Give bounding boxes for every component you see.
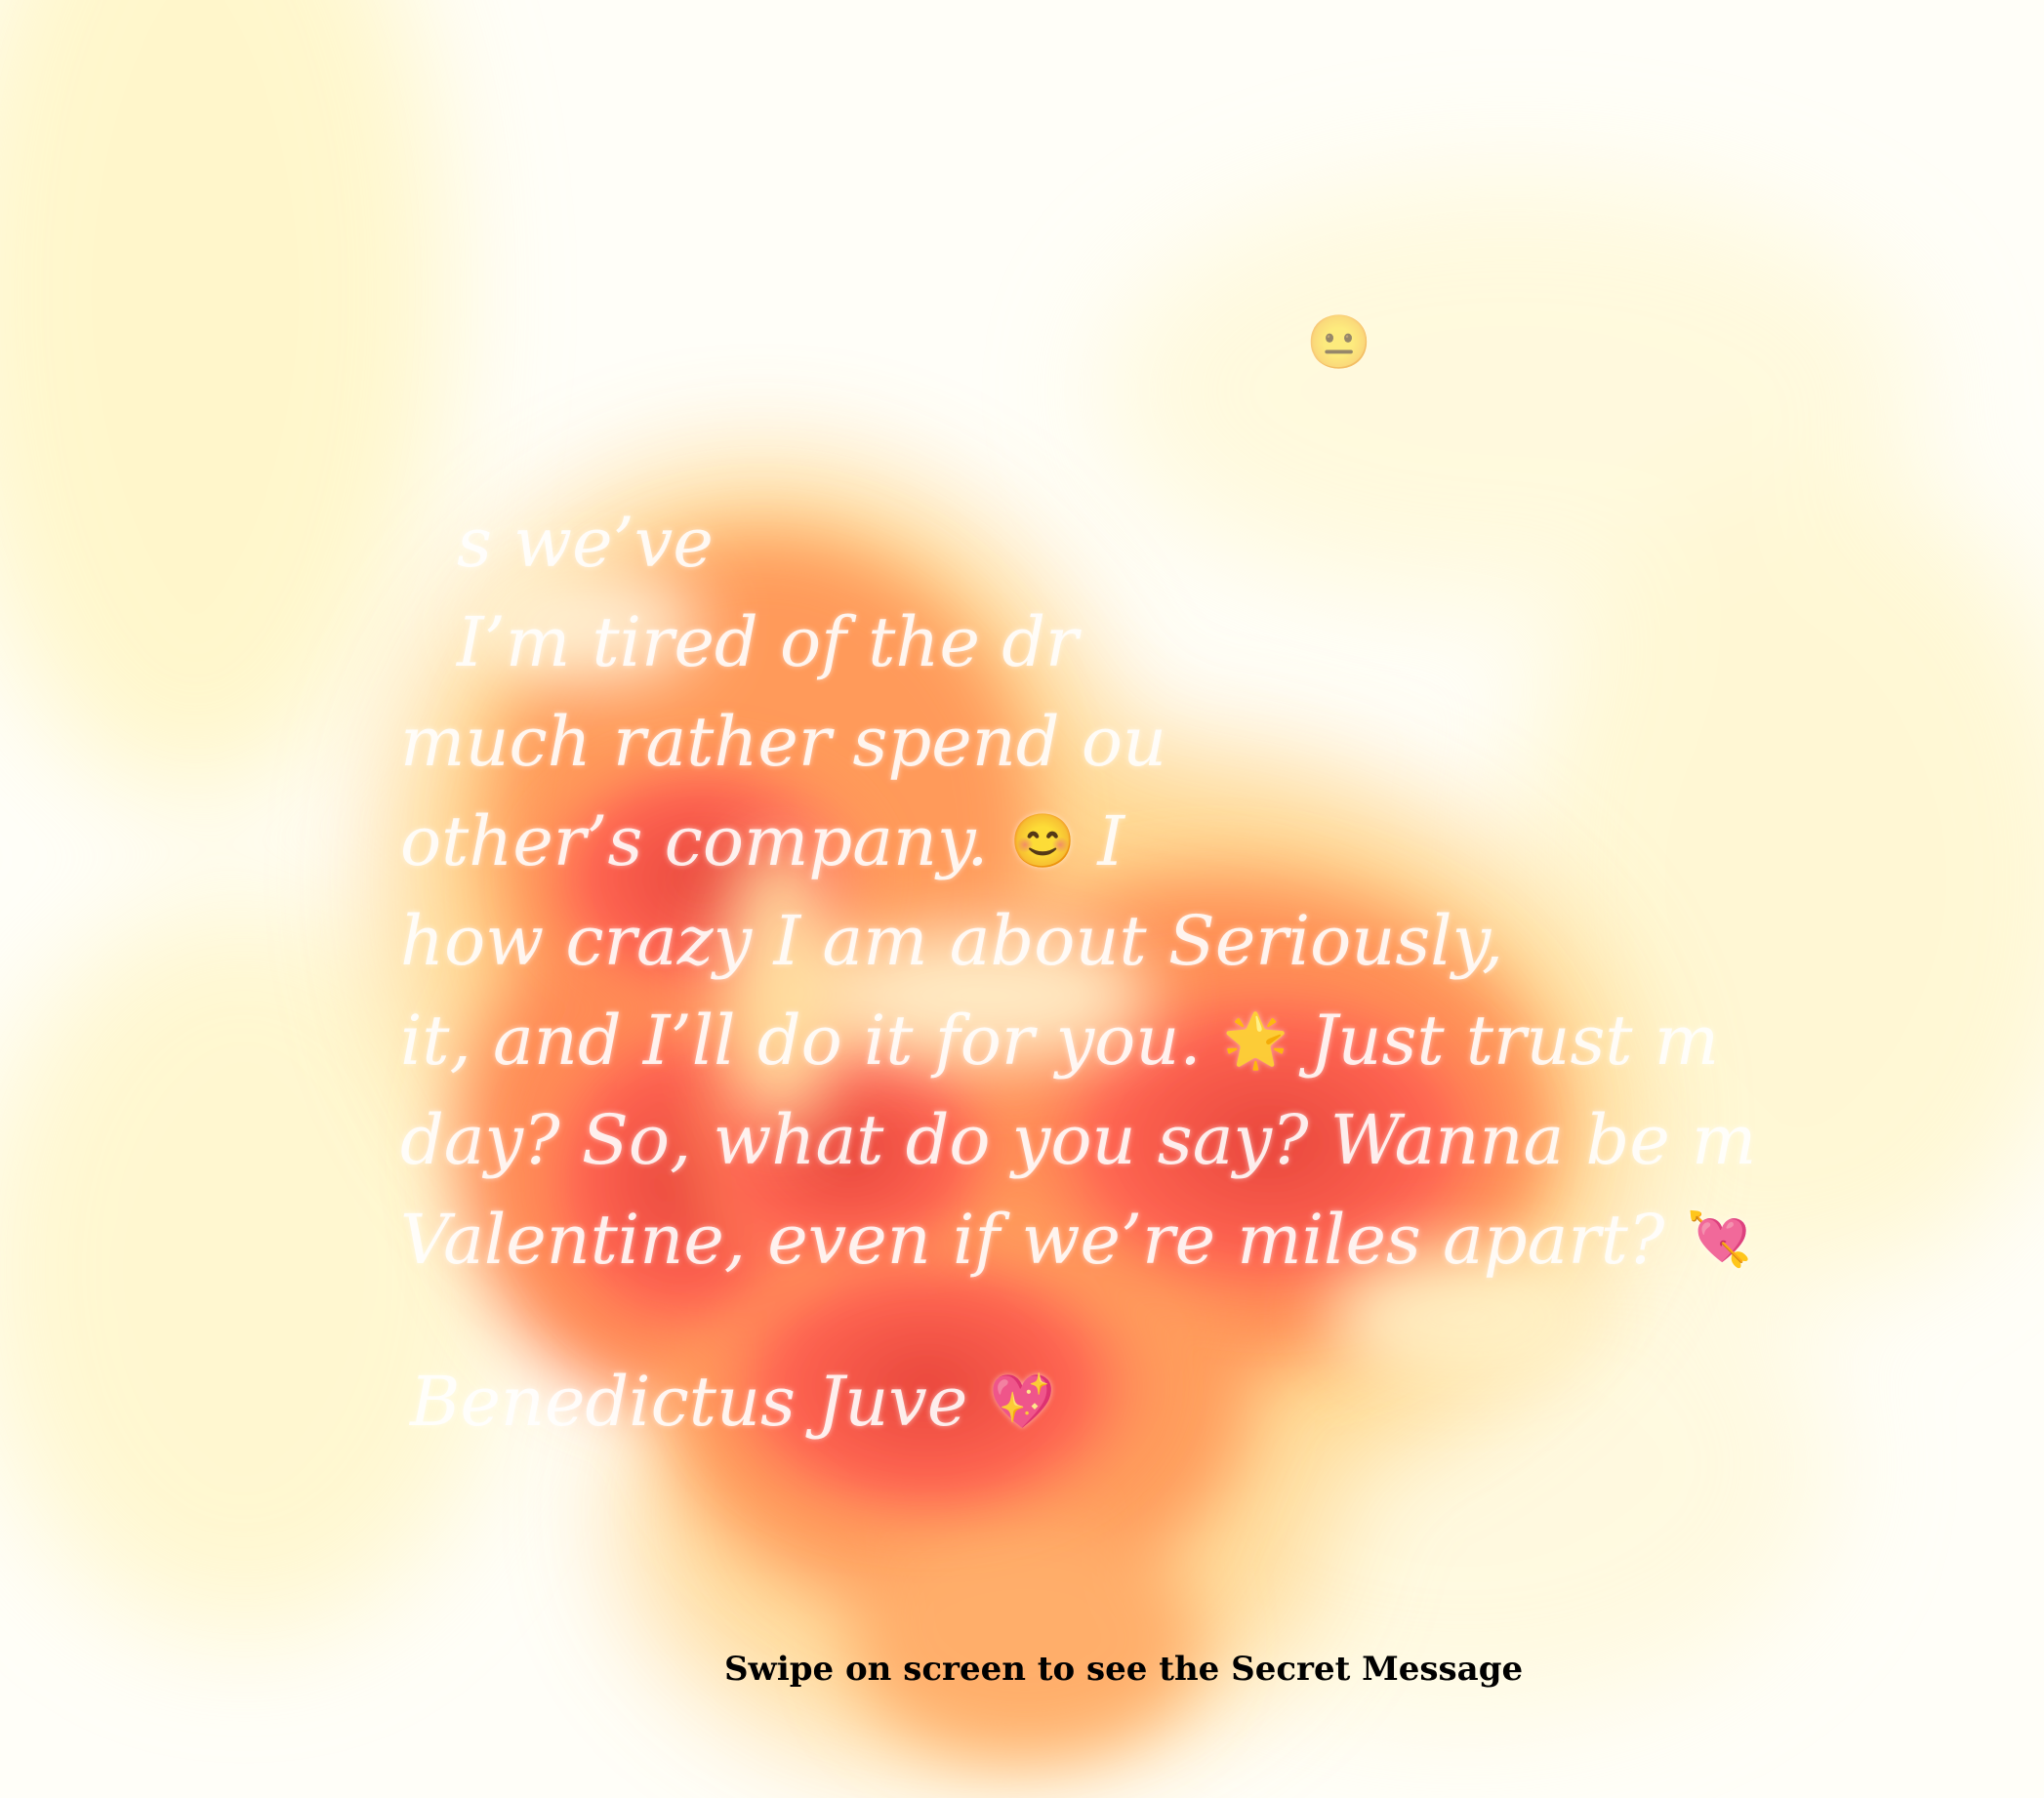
heart-arrow-emoji: 💘	[1686, 1208, 1752, 1270]
message-line-4-tail: I	[1097, 801, 1124, 881]
smile-emoji-top: 😐	[1306, 313, 1372, 372]
message-line-6-text: it, and I’ll do it for you.	[400, 1001, 1202, 1081]
message-signature	[410, 1352, 1055, 1451]
secret-message	[390, 493, 1757, 1469]
message-line-7: day? So, what do you say? Wanna be m	[400, 1100, 1757, 1180]
message-line-4-text: other’s company.	[400, 801, 989, 881]
message-line-4	[400, 792, 1124, 891]
signature-text: Benedictus Juve	[410, 1362, 968, 1442]
message-line-5-tail: Seriously,	[1167, 901, 1504, 981]
message-line-6	[400, 991, 1719, 1090]
swipe-hint: Swipe on screen to see the Secret Message	[724, 1650, 1524, 1689]
message-line-1: s we’ve	[457, 503, 714, 583]
star-emoji: 🌟	[1222, 1009, 1289, 1071]
message-line-5-text: how crazy I am about	[400, 901, 1147, 981]
message-line-3: much rather spend ou	[400, 702, 1167, 782]
message-line-6-tail: Just trust m	[1310, 1001, 1720, 1081]
message-line-5	[400, 891, 1503, 991]
sparkling-heart-emoji: 💖	[989, 1370, 1055, 1432]
smiling-face-emoji: 😊	[1009, 810, 1077, 872]
message-line-8	[400, 1190, 1752, 1289]
message-line-8-text: Valentine, even if we’re miles apart?	[400, 1200, 1665, 1280]
message-line-2: I’m tired of the dr	[457, 602, 1079, 682]
